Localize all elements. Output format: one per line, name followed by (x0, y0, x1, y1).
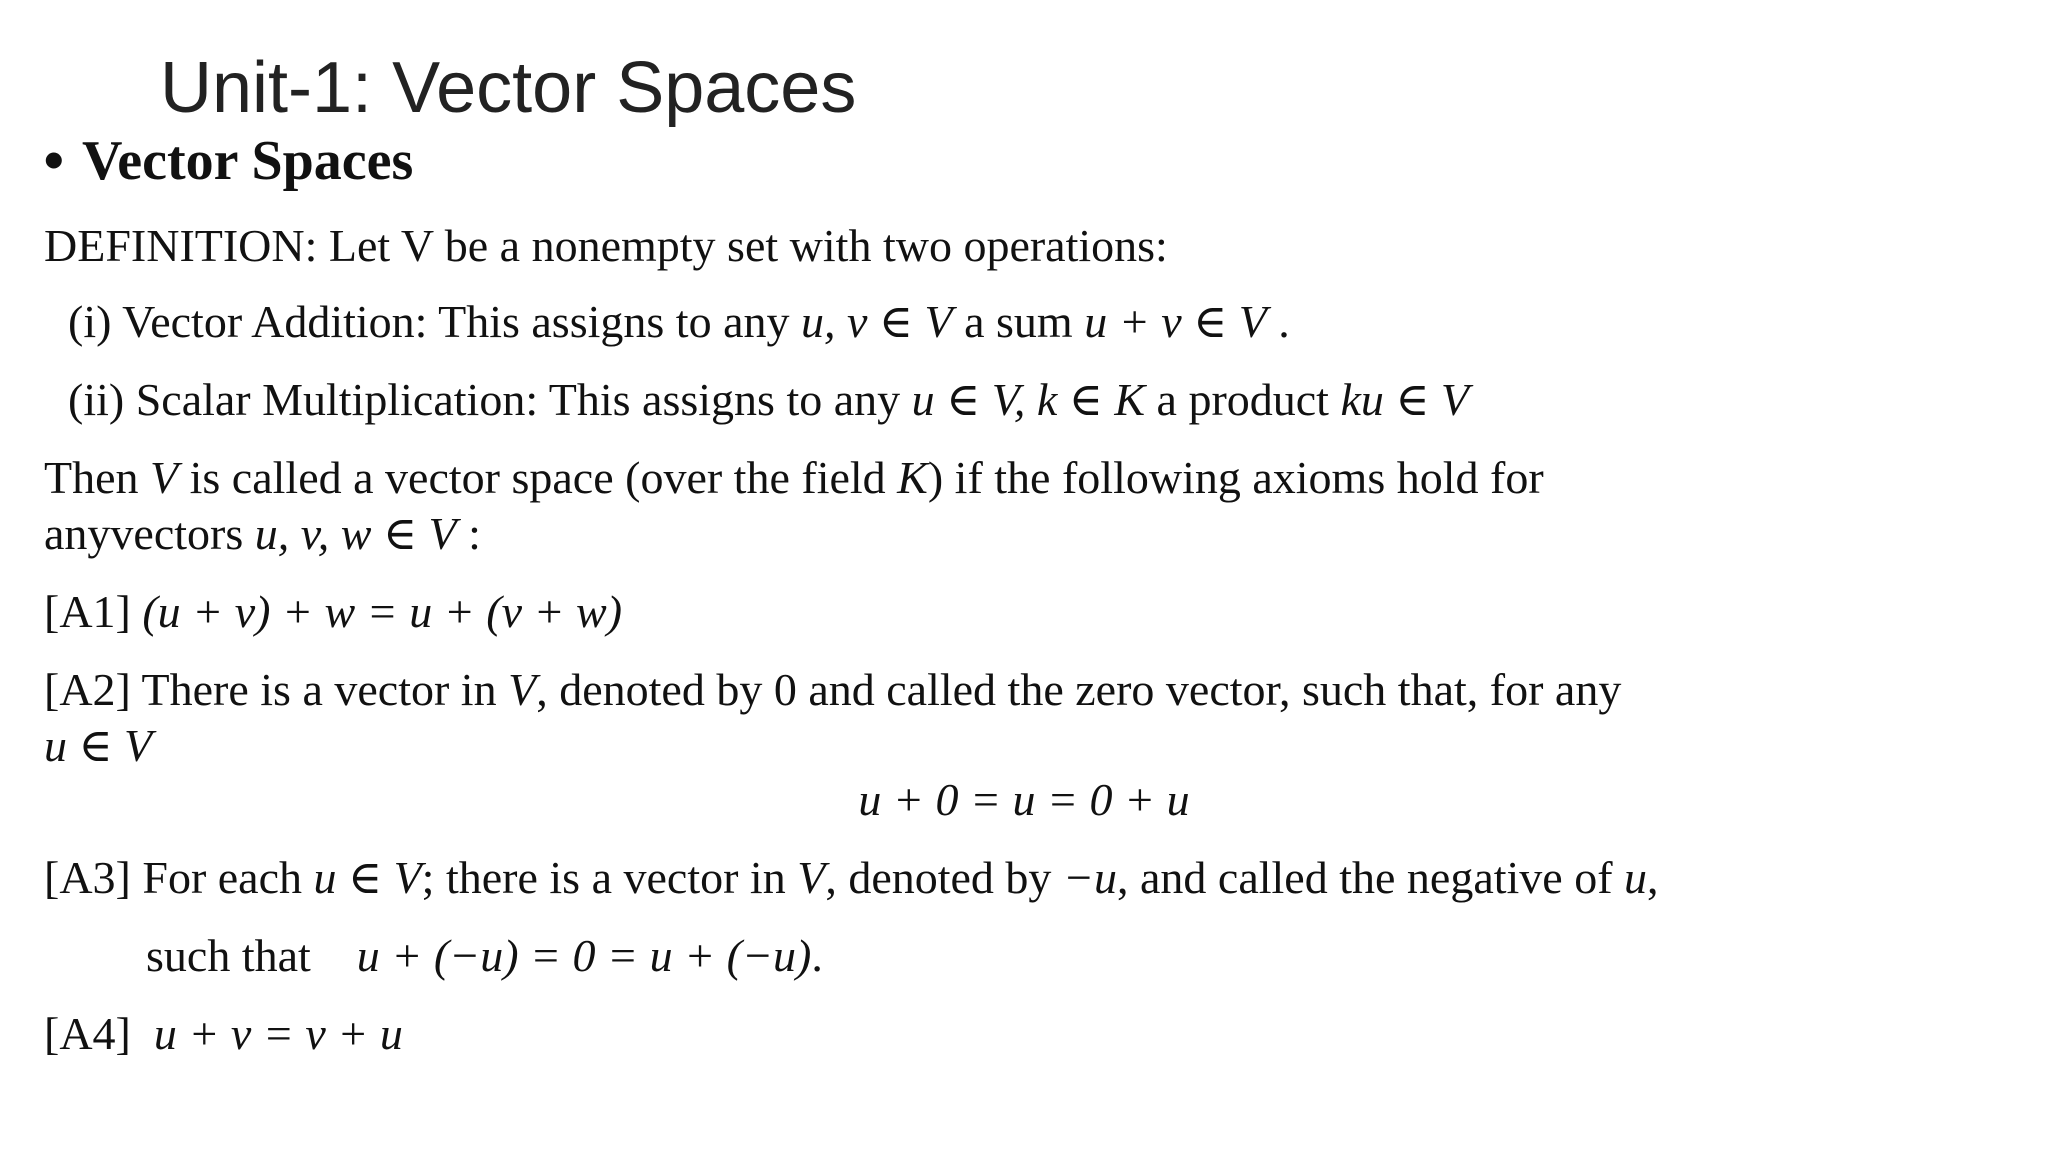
axiom-a2 (44, 662, 1621, 717)
axiom-a1 (44, 584, 622, 639)
axiom-a3 (44, 850, 1659, 905)
slide-title: Unit-1: Vector Spaces (160, 48, 857, 128)
op1-end: . (1266, 296, 1290, 347)
a3-label: [A3] For each (44, 852, 314, 903)
a3-text-4: , (1647, 852, 1659, 903)
a2-label: [A2] There is a vector in (44, 664, 509, 715)
a3-text-3: , and called the negative of (1116, 852, 1625, 903)
a1-label: [A1] (44, 586, 143, 637)
then-line-1 (44, 450, 1544, 505)
then-line2-end: : (456, 508, 481, 559)
then-line2-math: u, v, w ∈ V (254, 508, 457, 559)
then-text-3: ) if the following axioms hold for (927, 452, 1544, 503)
a3-text-2: , denoted by (825, 852, 1063, 903)
a3-math-4: u (1624, 852, 1648, 903)
bullet-icon: • (44, 128, 64, 191)
op1-text: (i) Vector Addition: This assigns to any (68, 296, 801, 347)
axiom-a4 (44, 1006, 403, 1061)
then-math-2: K (897, 452, 928, 503)
a3-math-3: −u (1062, 852, 1117, 903)
then-text-1: Then (44, 452, 151, 503)
definition-line (44, 218, 1168, 273)
a2-equation: u + 0 = u = 0 + u (858, 774, 1190, 825)
definition-text: DEFINITION: Let V be a nonempty set with two operations: (44, 220, 1168, 271)
a3-line2-end: . (811, 930, 823, 981)
then-text-2: is called a vector space (over the field (178, 452, 898, 503)
operation-scalar (68, 372, 1469, 427)
a3-math-2: V (797, 852, 826, 903)
a4-math: u + v = v + u (153, 1008, 403, 1059)
a2-line2: u ∈ V (44, 720, 153, 771)
a2-text: , denoted by 0 and called the zero vector, such that, for any (536, 664, 1622, 715)
then-line-2 (44, 506, 481, 561)
op1-math-1: u, v ∈ V (801, 296, 953, 347)
axiom-a3-line2 (146, 928, 823, 983)
a4-label: [A4] (44, 1008, 154, 1059)
op1-mid: a sum (952, 296, 1085, 347)
a3-line2-text: such that (146, 930, 357, 981)
a3-text-1: ; there is a vector in (421, 852, 798, 903)
a2-math-1: V (508, 664, 537, 715)
a1-math: (u + v) + w = u + (v + w) (142, 586, 623, 637)
then-line2-text: anyvectors (44, 508, 255, 559)
then-math-1: V (150, 452, 179, 503)
op2-mid: a product (1145, 374, 1341, 425)
operation-addition (68, 294, 1290, 349)
bullet-heading-text: Vector Spaces (82, 130, 414, 192)
a3-math-1: u ∈ V (313, 852, 422, 903)
a3-line2-math: u + (−u) = 0 = u + (−u) (356, 930, 812, 981)
op2-math-1: u ∈ V, k ∈ K (911, 374, 1146, 425)
op1-math-2: u + v ∈ V (1084, 296, 1267, 347)
axiom-a2-line2 (44, 718, 152, 773)
op2-math-2: ku ∈ V (1340, 374, 1470, 425)
op2-text: (ii) Scalar Multiplication: This assigns to any (68, 374, 912, 425)
bullet-heading (44, 128, 414, 192)
